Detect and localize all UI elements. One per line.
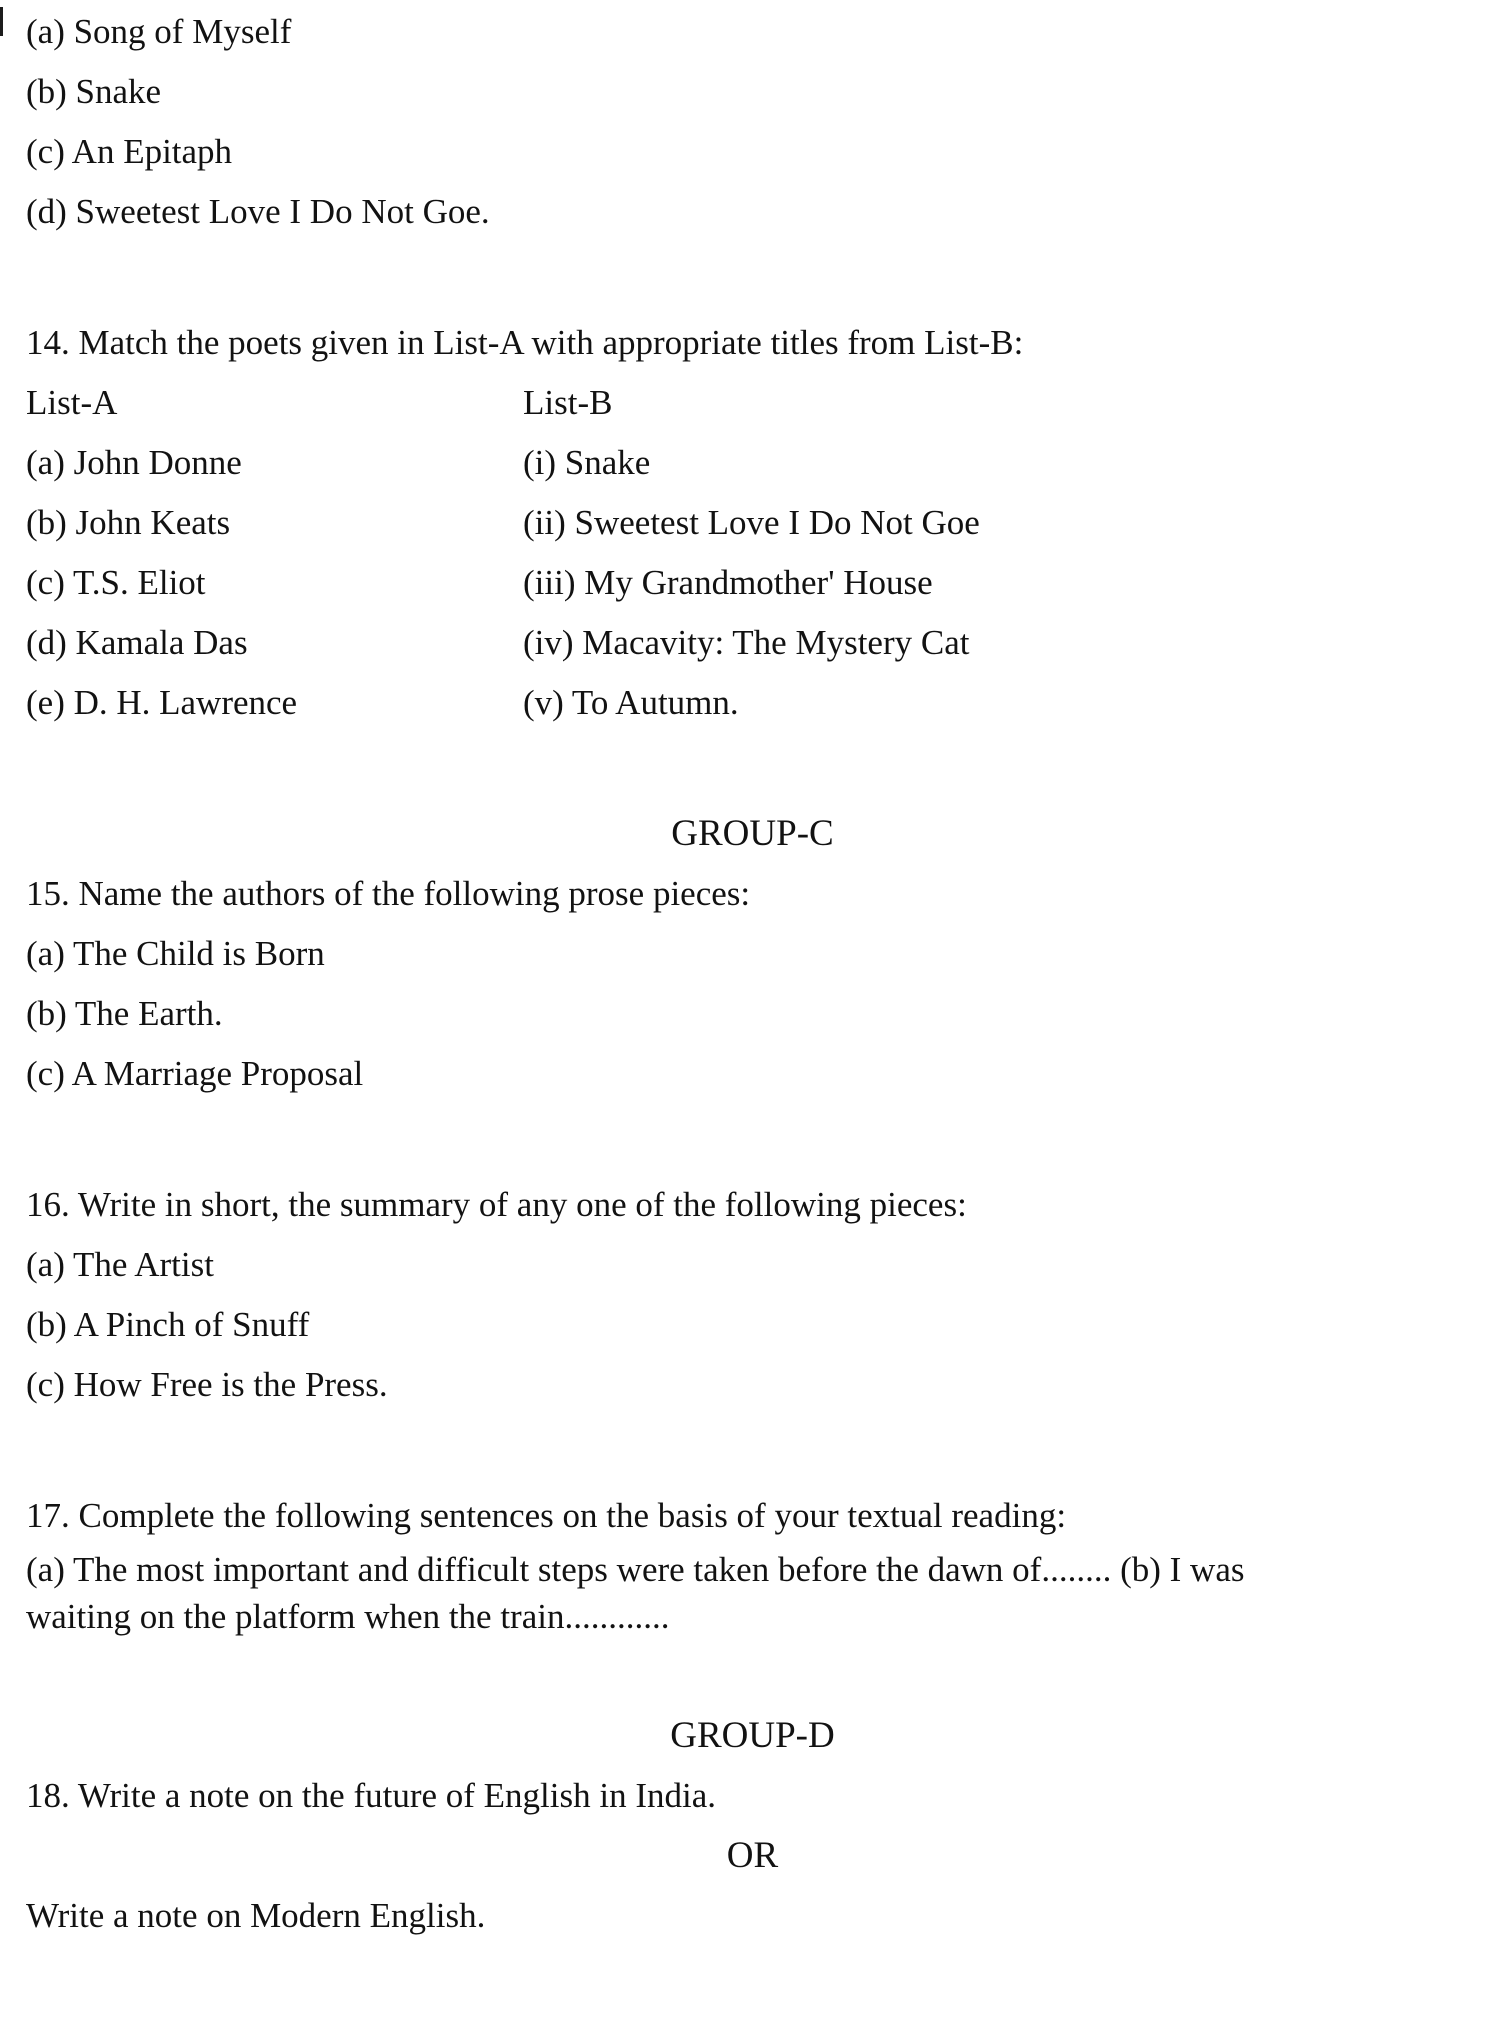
option-line: (d) Sweetest Love I Do Not Goe. bbox=[26, 192, 490, 231]
option-line: (a) Song of Myself bbox=[26, 12, 292, 51]
match-row-b: (v) To Autumn. bbox=[523, 683, 739, 722]
match-row-b: (iii) My Grandmother' House bbox=[523, 563, 933, 602]
question-16-prompt: 16. Write in short, the summary of any one of the following pieces: bbox=[26, 1185, 967, 1224]
question-17-body bbox=[26, 1546, 1479, 1640]
match-row-a: (b) John Keats bbox=[26, 503, 231, 542]
list-b-header: List-B bbox=[523, 383, 613, 422]
question-17-prompt: 17. Complete the following sentences on the basis of your textual reading: bbox=[26, 1496, 1067, 1535]
match-row-b: (i) Snake bbox=[523, 443, 651, 482]
question-18-prompt: 18. Write a note on the future of English in India. bbox=[26, 1776, 717, 1815]
or-separator: OR bbox=[726, 1835, 779, 1876]
match-row-a: (a) John Donne bbox=[26, 443, 242, 482]
question-14-prompt: 14. Match the poets given in List-A with appropriate titles from List-B: bbox=[26, 323, 1024, 362]
group-c-heading: GROUP-C bbox=[671, 813, 834, 854]
match-header-row bbox=[26, 379, 1479, 426]
option-line: (b) A Pinch of Snuff bbox=[26, 1305, 310, 1344]
match-row bbox=[26, 619, 1479, 666]
match-row-a: (c) T.S. Eliot bbox=[26, 563, 206, 602]
question-15-prompt: 15. Name the authors of the following prose pieces: bbox=[26, 874, 751, 913]
group-d-heading: GROUP-D bbox=[670, 1715, 835, 1756]
option-line: (b) Snake bbox=[26, 72, 162, 111]
match-row-b: (ii) Sweetest Love I Do Not Goe bbox=[523, 503, 980, 542]
option-line: (c) How Free is the Press. bbox=[26, 1365, 388, 1404]
question-18-alternative: Write a note on Modern English. bbox=[26, 1896, 486, 1935]
match-row bbox=[26, 499, 1479, 546]
option-line: (c) A Marriage Proposal bbox=[26, 1054, 364, 1093]
option-line: (c) An Epitaph bbox=[26, 132, 233, 171]
match-row-b: (iv) Macavity: The Mystery Cat bbox=[523, 623, 970, 662]
match-row bbox=[26, 439, 1479, 486]
match-row bbox=[26, 679, 1479, 726]
list-a-header: List-A bbox=[26, 383, 118, 422]
match-row-a: (d) Kamala Das bbox=[26, 623, 248, 662]
match-row bbox=[26, 559, 1479, 606]
question-17-line: waiting on the platform when the train............ bbox=[26, 1597, 670, 1636]
question-17-line: (a) The most important and difficult steps were taken before the dawn of........ (b) I was bbox=[26, 1550, 1245, 1589]
match-row-a: (e) D. H. Lawrence bbox=[26, 683, 298, 722]
option-line: (b) The Earth. bbox=[26, 994, 223, 1033]
option-line: (a) The Artist bbox=[26, 1245, 214, 1284]
option-line: (a) The Child is Born bbox=[26, 934, 325, 973]
